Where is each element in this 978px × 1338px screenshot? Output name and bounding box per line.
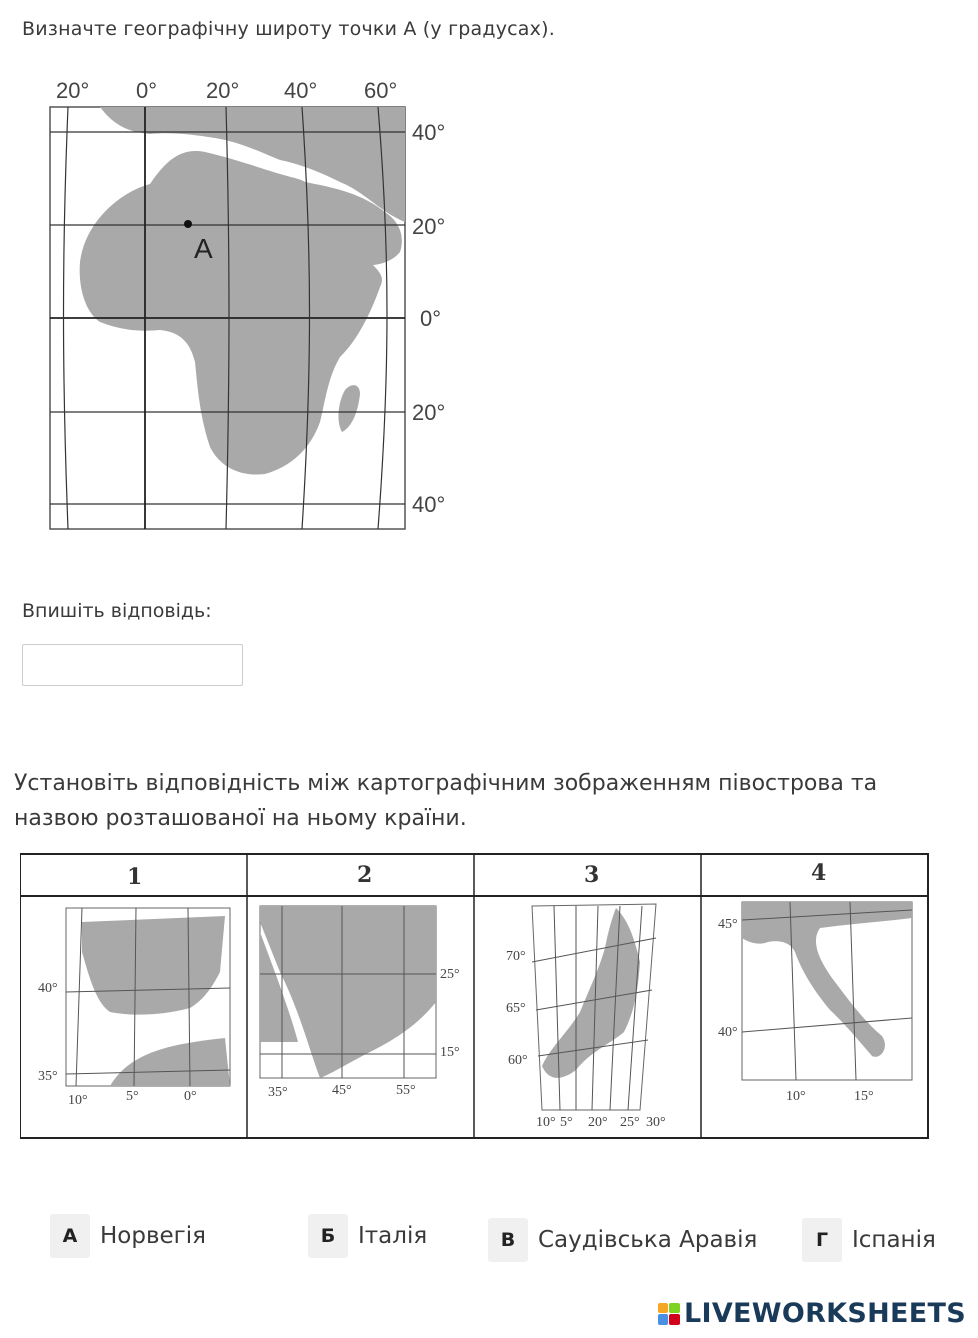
option-a-key[interactable]: А — [50, 1214, 90, 1258]
liveworksheets-logo-icon — [658, 1303, 680, 1325]
option-c-key[interactable]: В — [488, 1218, 528, 1262]
arabia-lon-45: 45° — [332, 1083, 352, 1098]
option-c[interactable] — [488, 1216, 757, 1264]
lon-label-60e: 60° — [364, 78, 398, 103]
logo-square-2 — [669, 1303, 680, 1314]
map-iberia — [38, 908, 230, 1108]
option-b-label: Італія — [358, 1223, 428, 1249]
lon-label-0: 0° — [136, 78, 158, 103]
option-a-label: Норвегія — [100, 1223, 206, 1249]
option-b[interactable] — [308, 1212, 427, 1260]
option-d-key[interactable]: Г — [802, 1218, 842, 1262]
logo-square-3 — [658, 1314, 669, 1325]
answer-label: Впишіть відповідь: — [22, 600, 212, 622]
iberia-lat-40: 40° — [38, 981, 58, 996]
scand-lon-30: 30° — [646, 1115, 666, 1130]
iberia-lon-5: 5° — [126, 1089, 139, 1104]
column-header-2: 2 — [357, 862, 373, 888]
column-header-4: 4 — [811, 860, 827, 886]
logo-square-1 — [658, 1303, 669, 1314]
iberia-lat-35: 35° — [38, 1069, 58, 1084]
scand-lon-20: 20° — [588, 1115, 608, 1130]
point-a-label: А — [194, 233, 213, 264]
answer-input[interactable] — [22, 644, 243, 686]
peninsula-table — [20, 852, 930, 1140]
option-d-label: Іспанія — [852, 1227, 936, 1253]
column-header-1: 1 — [127, 864, 143, 890]
italy-lon-10: 10° — [786, 1089, 806, 1104]
lon-label-40e: 40° — [284, 78, 318, 103]
column-header-3: 3 — [584, 862, 600, 888]
africa-map-svg — [40, 72, 460, 542]
option-c-label: Саудівська Аравія — [538, 1227, 758, 1253]
lat-label-20n: 20° — [412, 214, 446, 239]
scand-lon-5: 5° — [560, 1115, 573, 1130]
iberia-lon-10: 10° — [68, 1093, 88, 1108]
arabia-lat-15: 15° — [440, 1045, 460, 1060]
italy-lon-15: 15° — [854, 1089, 874, 1104]
arabia-lon-35: 35° — [268, 1085, 288, 1100]
arabia-lat-25: 25° — [440, 967, 460, 982]
map-arabia — [260, 906, 460, 1100]
lat-label-40n: 40° — [412, 120, 446, 145]
brand-name: LIVEWORKSHEETS — [683, 1298, 966, 1329]
liveworksheets-brand — [658, 1298, 966, 1329]
lat-label-20s: 20° — [412, 400, 446, 425]
scand-lat-70: 70° — [506, 949, 526, 964]
scand-lat-65: 65° — [506, 1001, 526, 1016]
question-2-prompt: Установіть відповідність між картографічним зображенням півострова та назвою розташованої на ньому країни. — [14, 771, 878, 831]
lon-label-20w: 20° — [56, 78, 90, 103]
scand-lon-10: 10° — [536, 1115, 556, 1130]
scand-lon-25: 25° — [620, 1115, 640, 1130]
italy-lat-45: 45° — [718, 917, 738, 932]
logo-square-4 — [669, 1314, 680, 1325]
lat-label-0: 0° — [420, 306, 442, 331]
iberia-lon-0: 0° — [184, 1089, 197, 1104]
peninsula-table-svg — [20, 852, 930, 1140]
lon-label-20e: 20° — [206, 78, 240, 103]
question-1-prompt: Визначте географічну широту точки А (у градусах). — [22, 18, 555, 40]
lat-label-40s: 40° — [412, 492, 446, 517]
scand-lat-60: 60° — [508, 1053, 528, 1068]
option-a[interactable] — [50, 1212, 206, 1260]
arabia-lon-55: 55° — [396, 1083, 416, 1098]
italy-lat-40: 40° — [718, 1025, 738, 1040]
option-d[interactable] — [802, 1216, 936, 1264]
option-b-key[interactable]: Б — [308, 1214, 348, 1258]
map-italy — [718, 902, 912, 1104]
africa-map — [40, 72, 460, 542]
point-a-marker — [184, 220, 192, 228]
